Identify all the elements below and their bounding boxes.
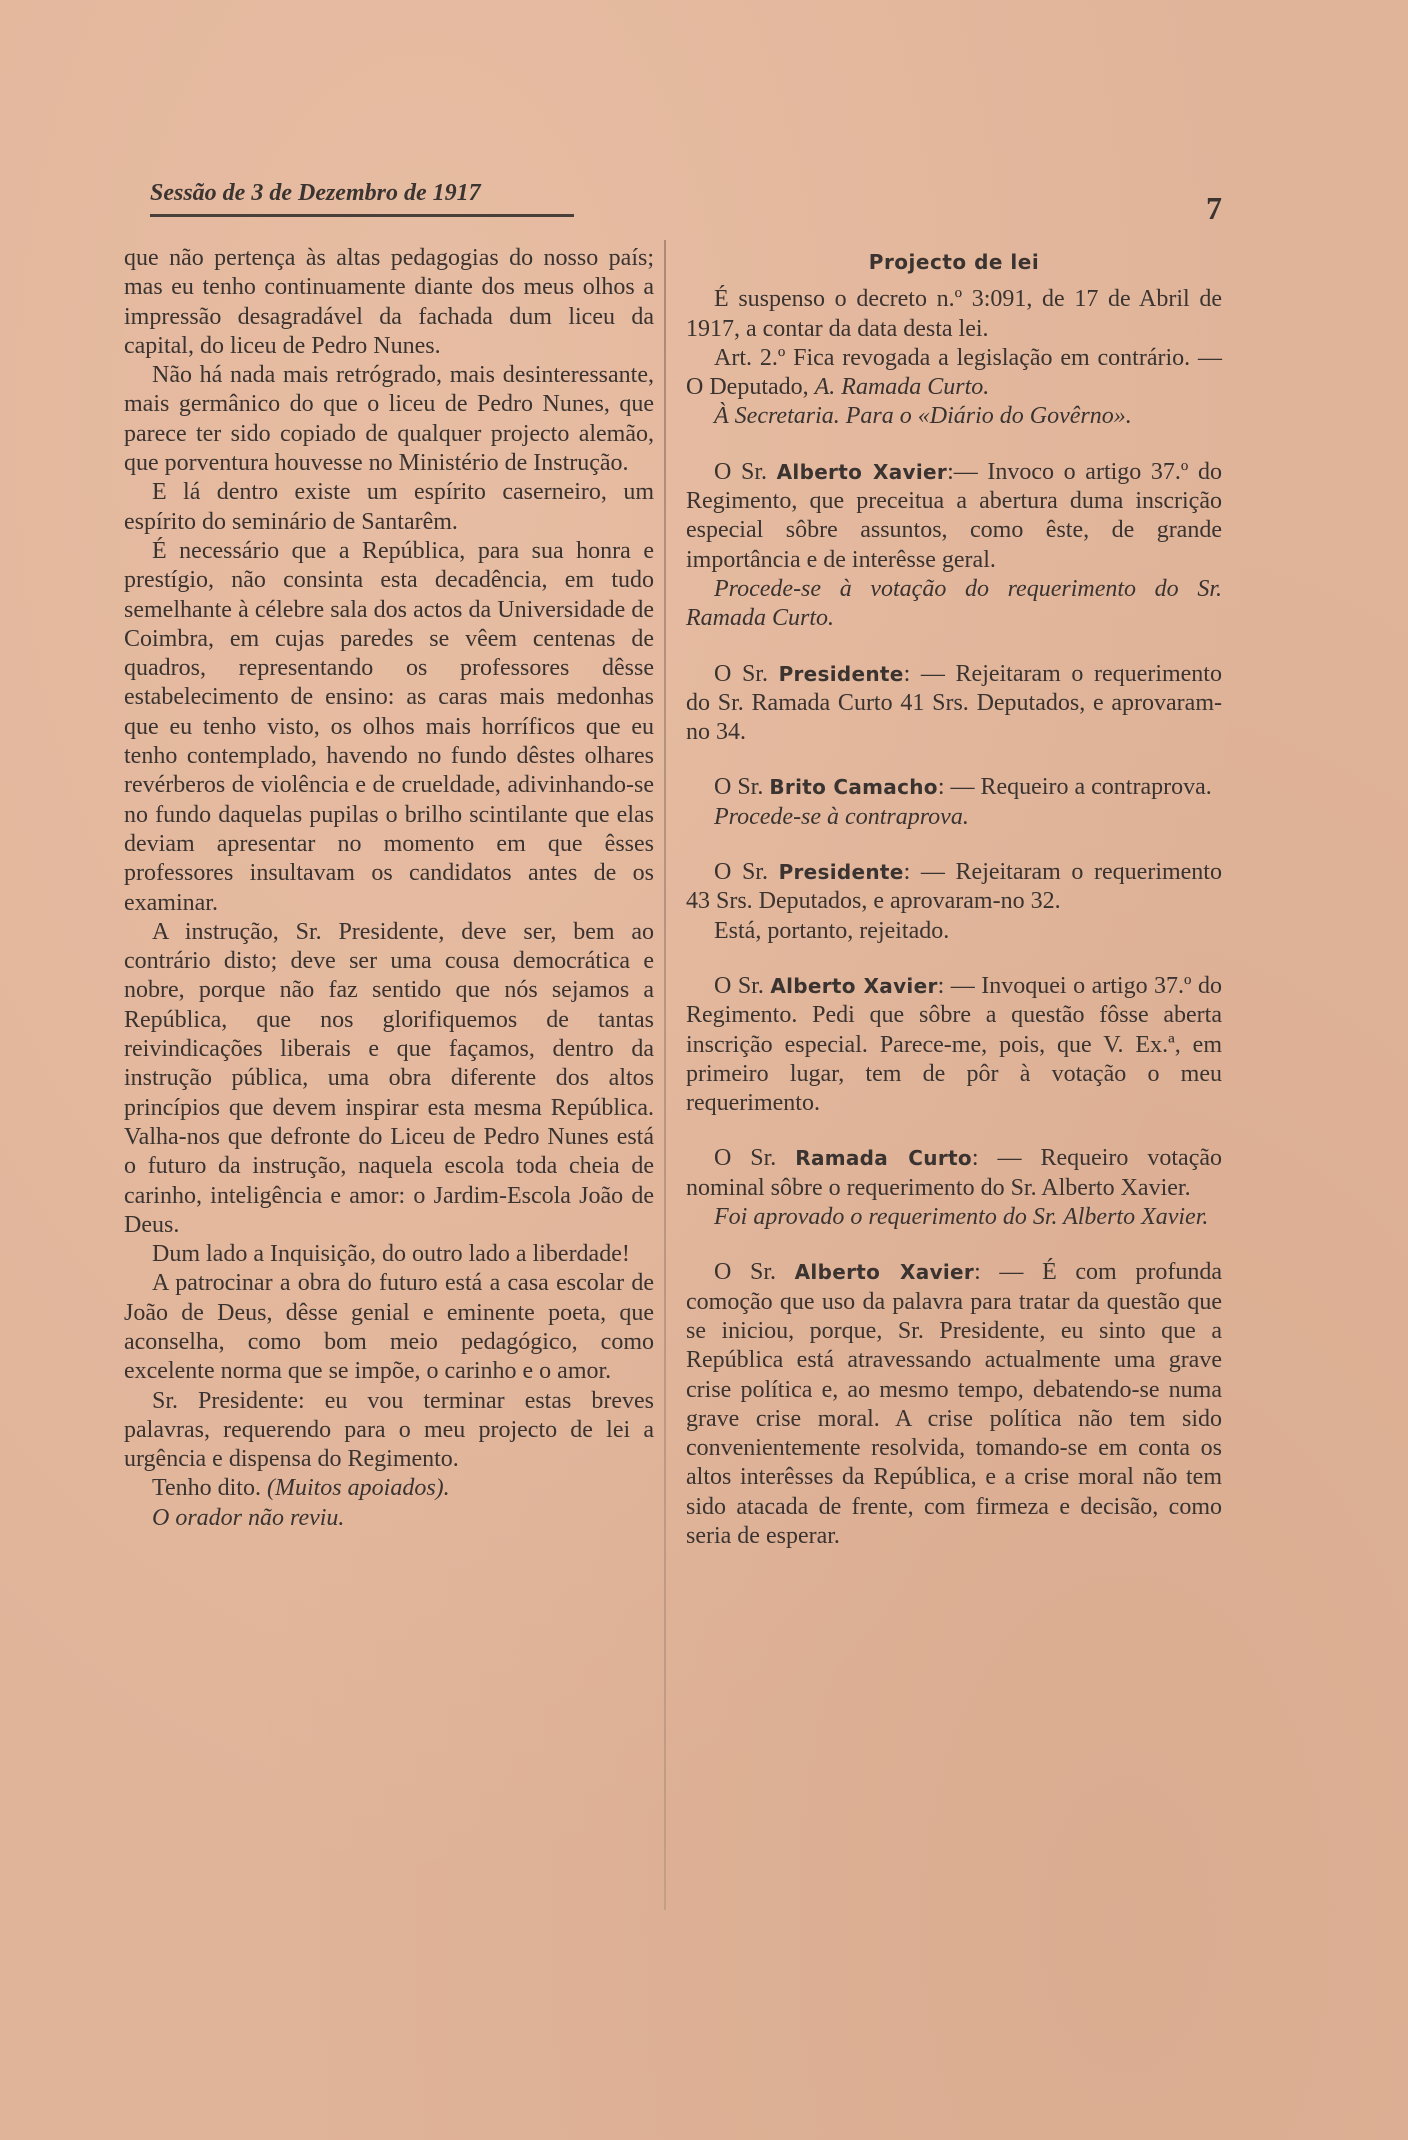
procedure-note: Procede-se à votação do requerimento do Sr. Ramada Curto. [686, 575, 1222, 632]
page-header: Sessão de 3 de Dezembro de 1917 [150, 180, 481, 206]
procedure-note: Procede-se à contraprova. [714, 803, 969, 830]
speech-entry [686, 1144, 1222, 1203]
speaker-prefix: O Sr. [714, 458, 777, 485]
paragraph: Não há nada mais retrógrado, mais desinteressante, mais germânico do que o liceu de Pedro Nunes, que parece ter sido copiado de qualquer projecto alemão, que porventura houvesse no Ministério de Instrução. [124, 362, 654, 477]
speech-entry [686, 773, 1222, 802]
procedure-note: Foi aprovado o requerimento do Sr. Alberto Xavier. [714, 1204, 1209, 1231]
speech-entry [686, 1258, 1222, 1551]
speech-text: : — Requeiro votação nominal sôbre o requerimento do Sr. Alberto Xavier. [686, 1145, 1222, 1201]
speech-entry [686, 858, 1222, 917]
speech-text: : — Rejeitaram o requerimento do Sr. Ramada Curto 41 Srs. Deputados, e aprovaram-no 34. [686, 660, 1222, 746]
closing-text: Tenho dito. [152, 1475, 267, 1502]
right-column [686, 248, 1222, 1551]
article-1: É suspenso o decreto n.º 3:091, de 17 de Abril de 1917, a contar da data desta lei. [686, 286, 1222, 342]
speaker-prefix: O Sr. [714, 774, 770, 801]
paragraph: que não pertença às altas pedagogias do nosso país; mas eu tenho continuamente diante dos meus olhos a impressão desagradável da fachada dum liceu da capital, do liceu de Pedro Nunes. [124, 245, 654, 359]
speaker-name: Alberto Xavier [776, 459, 948, 484]
projecto-title: Projecto de lei [868, 250, 1040, 274]
speech-entry [686, 972, 1222, 1118]
paragraph: É necessário que a República, para sua honra e prestígio, não consinta esta decadência, em tudo semelhante à célebre sala dos actos da Universidade de Coimbra, em cujas paredes se vêem centenas de quadros, representando os professores dêsse estabelecimento de ensino: as caras mais medonhas que eu tenho visto, os olhos mais horríficos que eu tenho contemplado, havendo no fundo dêstes olhares revérberos de violência e de crueldade, adivinhando-se no fundo daquelas pupilas o brilho scintilante que elas deviam apresentar no momento em que êsses professores insultavam os candidatos antes de os examinar. [124, 537, 654, 916]
speaker-prefix: O Sr. [714, 972, 771, 999]
reviewer-note: O orador não reviu. [152, 1504, 345, 1531]
speaker-prefix: O Sr. [714, 1259, 795, 1286]
left-column [124, 244, 654, 1533]
speech-text: :— Invoco o artigo 37.º do Regimento, que preceitua a abertura duma inscrição especial sôbre assuntos, como êste, de grande importância e de interêsse geral. [686, 458, 1222, 573]
speech-text: : — Requeiro a contraprova. [937, 774, 1212, 801]
header-rule [150, 214, 574, 217]
speaker-prefix: O Sr. [714, 660, 779, 687]
speaker-name: Alberto Xavier [770, 973, 938, 998]
speech-text: : — É com profunda comoção que uso da palavra para tratar da questão que se iniciou, porque, Sr. Presidente, eu sinto que a República está atravessando actualmente uma grave crise política e, ao mesmo tempo, debatendo-se numa grave crise moral. A crise política não tem sido convenientemente resolvida, tomando-se em conta os altos interêsses da República, e a crise moral não tem sido atacada de frente, com firmeza e decisão, como seria de esperar. [686, 1259, 1222, 1549]
speaker-name: Presidente [778, 860, 904, 885]
page-number: 7 [1206, 190, 1222, 226]
article-2-text: Art. 2.º Fica revogada a legislação em contrário. — O Deputado, [686, 344, 1222, 401]
speech-text: : — Rejeitaram o requerimento 43 Srs. Deputados, e aprovaram-no 32. [686, 859, 1222, 915]
column-divider [664, 240, 666, 1910]
speech-entry [686, 660, 1222, 748]
speaker-name: Brito Camacho [769, 775, 938, 800]
paragraph: E lá dentro existe um espírito caserneiro, um espírito do seminário de Santarêm. [124, 479, 654, 535]
closing-line [124, 1474, 654, 1503]
speaker-name: Alberto Xavier [794, 1260, 975, 1285]
speaker-prefix: O Sr. [714, 859, 779, 886]
speaker-name: Ramada Curto [795, 1146, 972, 1171]
speaker-prefix: O Sr. [714, 1145, 796, 1172]
applause-note: (Muitos apoiados). [266, 1475, 450, 1502]
paragraph: A instrução, Sr. Presidente, deve ser, bem ao contrário disto; deve ser uma cousa democrática e nobre, porque não faz sentido que nós sejamos a República, que nos glorifiquemos de tantas reivindicações liberais e que façamos, dentro da instrução pública, uma obra diferente dos altos princípios que devem inspirar esta mesma República. Valha-nos que defronte do Liceu de Pedro Nunes está o futuro da instrução, naquela escola toda cheia de carinho, inteligência e amor: o Jardim-Escola João de Deus. [124, 918, 654, 1238]
speech-entry [686, 458, 1222, 575]
paragraph: A patrocinar a obra do futuro está a casa escolar de João de Deus, dêsse genial e eminente poeta, que aconselha, como bom meio pedagógico, como excelente norma que se impõe, o carinho e o amor. [124, 1270, 654, 1385]
paragraph: Dum lado a Inquisição, do outro lado a liberdade! [152, 1241, 630, 1268]
paragraph: Sr. Presidente: eu vou terminar estas breves palavras, requerendo para o meu projecto de lei a urgência e dispensa do Regimento. [124, 1387, 654, 1473]
secretaria-note: À Secretaria. Para o «Diário do Govêrno». [714, 403, 1132, 430]
speaker-name: Presidente [778, 661, 904, 686]
speech-text: : — Invoquei o artigo 37.º do Regimento. Pedi que sôbre a questão fôsse aberta inscrição especial. Parece-me, pois, que V. Ex.ª, em primeiro lugar, tem de pôr à votação o meu requerimento. [686, 972, 1222, 1117]
article-2 [686, 344, 1222, 403]
article-2-signature: A. Ramada Curto. [814, 374, 990, 401]
result-line: Está, portanto, rejeitado. [714, 917, 950, 944]
